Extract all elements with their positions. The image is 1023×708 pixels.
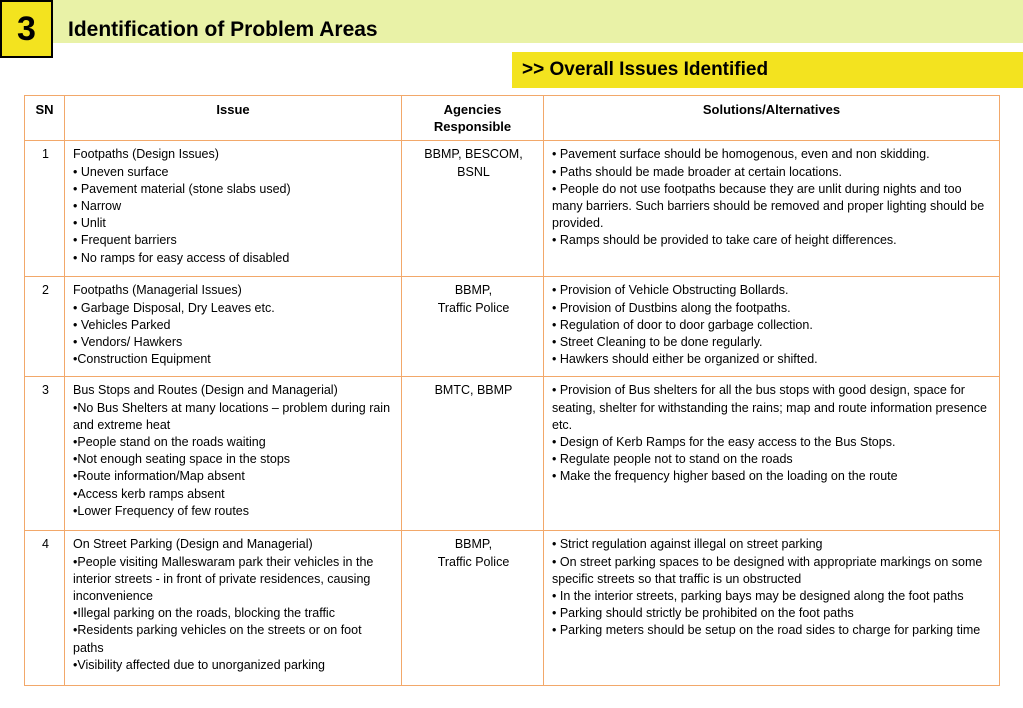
cell-issue-line: • Uneven surface: [73, 164, 169, 179]
cell-issue-line: Footpaths (Managerial Issues): [73, 283, 242, 298]
page-title: Identification of Problem Areas: [68, 18, 378, 41]
cell-solutions-line: • Pavement surface should be homogenous, even and non skidding.: [552, 147, 930, 162]
cell-solutions-line: • Design of Kerb Ramps for the easy access to the Bus Stops.: [552, 435, 896, 450]
cell-sn: 4: [25, 531, 65, 686]
cell-solutions-line: • Hawkers should either be organized or shifted.: [552, 352, 818, 367]
issues-table: [24, 95, 1000, 686]
cell-solutions-line: • Strict regulation against illegal on street parking: [552, 537, 823, 552]
cell-issue-line: •Not enough seating space in the stops: [73, 452, 291, 467]
cell-issue-line: •No Bus Shelters at many locations – problem during rain and extreme heat: [73, 400, 391, 432]
cell-issue-line: • Unlit: [73, 216, 106, 231]
table-row: [25, 377, 1000, 531]
table-row: [25, 277, 1000, 377]
cell-issue-line: •People stand on the roads waiting: [73, 435, 266, 450]
section-subtitle: >> Overall Issues Identified: [512, 52, 1023, 88]
cell-agencies-line: Traffic Police: [437, 554, 510, 569]
cell-issue-line: •Construction Equipment: [73, 352, 211, 367]
cell-solutions-line: • Provision of Dustbins along the footpaths.: [552, 300, 791, 315]
table-row: [25, 141, 1000, 277]
cell-agencies-line: BBMP,: [454, 283, 493, 298]
cell-issue-line: •Route information/Map absent: [73, 469, 245, 484]
cell-issue-line: •People visiting Malleswaram park their vehicles in the interior streets - in front of private residences, causing inconvenience: [73, 554, 374, 604]
cell-agencies: [402, 277, 544, 377]
cell-solutions-line: • Regulate people not to stand on the roads: [552, 452, 793, 467]
cell-issue: [65, 531, 402, 686]
cell-issue-line: • Vehicles Parked: [73, 317, 171, 332]
cell-issue-line: • Frequent barriers: [73, 233, 177, 248]
cell-issue-line: • Narrow: [73, 199, 122, 214]
cell-solutions-line: • Parking should strictly be prohibited on the foot paths: [552, 606, 854, 621]
cell-issue-line: •Residents parking vehicles on the streets or on foot paths: [73, 623, 362, 655]
cell-issue-line: Bus Stops and Routes (Design and Managerial): [73, 383, 338, 398]
column-header-sn: SN: [25, 96, 65, 141]
cell-solutions: [544, 141, 1000, 277]
cell-solutions-line: • Street Cleaning to be done regularly.: [552, 335, 763, 350]
cell-solutions-line: • Make the frequency higher based on the loading on the route: [552, 469, 898, 484]
cell-sn: 2: [25, 277, 65, 377]
cell-issue-line: On Street Parking (Design and Managerial): [73, 537, 313, 552]
cell-issue-line: •Lower Frequency of few routes: [73, 503, 249, 518]
cell-solutions: [544, 377, 1000, 531]
cell-agencies-line: BMTC, BBMP: [434, 383, 513, 398]
cell-agencies-line: Traffic Police: [437, 300, 510, 315]
cell-issue-line: • Vendors/ Hawkers: [73, 335, 183, 350]
cell-solutions-line: • Paths should be made broader at certain locations.: [552, 164, 842, 179]
table-header-row: [25, 96, 1000, 141]
cell-agencies: [402, 377, 544, 531]
cell-issue: [65, 141, 402, 277]
cell-sn: 3: [25, 377, 65, 531]
cell-sn: 1: [25, 141, 65, 277]
column-header-agencies: Agencies Responsible: [402, 96, 544, 141]
cell-solutions-line: • Provision of Vehicle Obstructing Bollards.: [552, 283, 789, 298]
cell-issue-line: • Garbage Disposal, Dry Leaves etc.: [73, 300, 275, 315]
cell-agencies: [402, 141, 544, 277]
cell-agencies: [402, 531, 544, 686]
cell-solutions-line: • Ramps should be provided to take care of height differences.: [552, 233, 897, 248]
cell-issue-line: • Pavement material (stone slabs used): [73, 181, 291, 196]
cell-issue: [65, 277, 402, 377]
cell-agencies-line: BBMP,: [454, 537, 493, 552]
cell-solutions-line: • Parking meters should be setup on the road sides to charge for parking time: [552, 623, 981, 638]
cell-solutions: [544, 531, 1000, 686]
section-number-badge: 3: [0, 0, 53, 58]
cell-solutions-line: • Regulation of door to door garbage collection.: [552, 317, 813, 332]
cell-solutions-line: • In the interior streets, parking bays may be designed along the foot paths: [552, 589, 964, 604]
cell-solutions-line: • Provision of Bus shelters for all the bus stops with good design, space for seating, shelter for withstanding the rains; map and route information presence etc.: [552, 383, 987, 432]
cell-solutions: [544, 277, 1000, 377]
cell-solutions-line: • People do not use footpaths because they are unlit during nights and too many barriers. Such barriers should be removed and proper lighting should be provided.: [552, 181, 985, 231]
cell-solutions-line: • On street parking spaces to be designed with appropriate markings on some specific streets so that traffic is un obstructed: [552, 554, 983, 586]
table-row: [25, 531, 1000, 686]
cell-issue: [65, 377, 402, 531]
cell-issue-line: •Access kerb ramps absent: [73, 486, 225, 501]
cell-issue-line: •Visibility affected due to unorganized parking: [73, 657, 325, 672]
column-header-issue: Issue: [65, 96, 402, 141]
cell-agencies-line: BBMP, BESCOM,: [424, 147, 523, 162]
cell-agencies-line: BSNL: [457, 164, 490, 179]
cell-issue-line: •Illegal parking on the roads, blocking the traffic: [73, 606, 335, 621]
cell-issue-line: • No ramps for easy access of disabled: [73, 250, 290, 265]
cell-issue-line: Footpaths (Design Issues): [73, 147, 219, 162]
column-header-solutions: Solutions/Alternatives: [544, 96, 1000, 141]
